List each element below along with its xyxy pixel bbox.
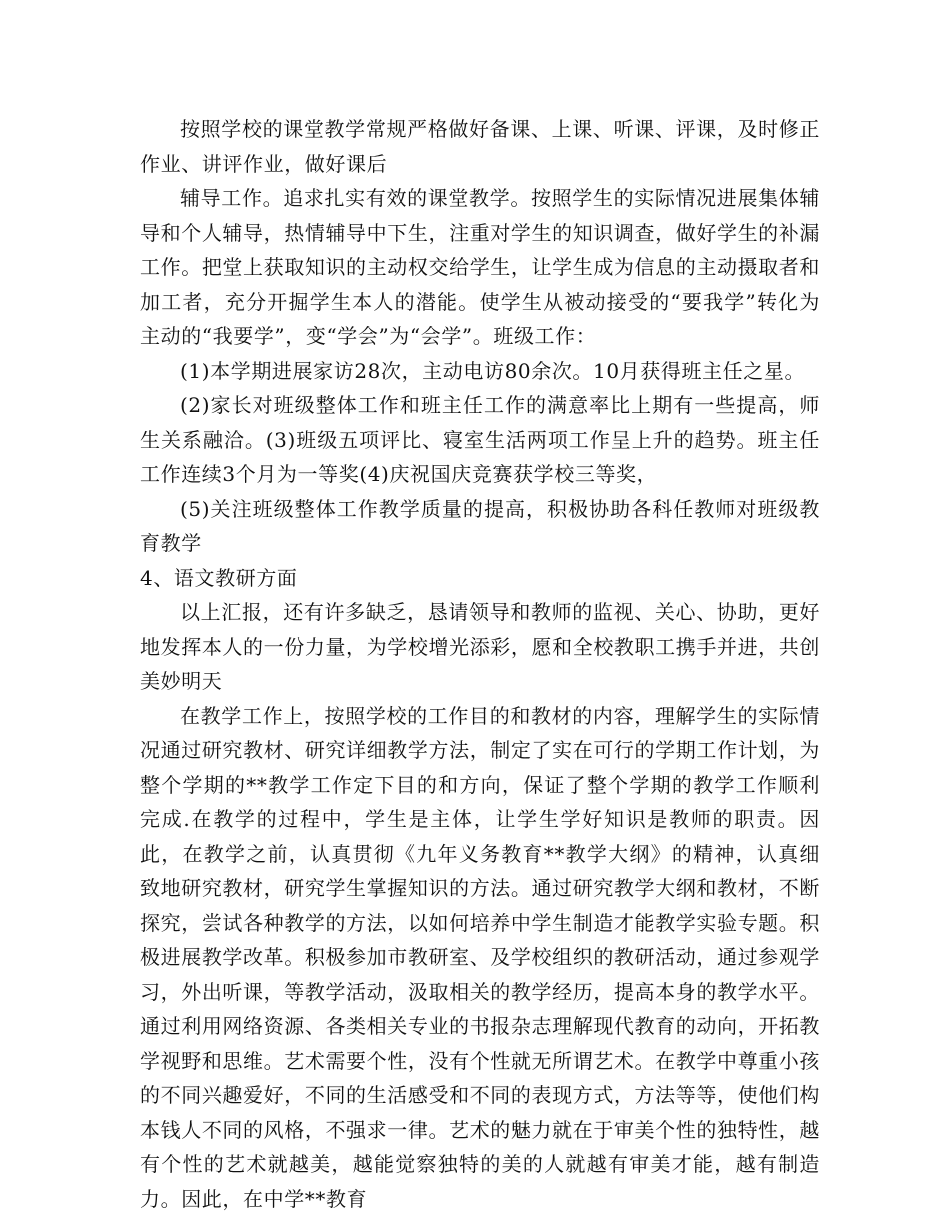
paragraph-8: 在教学工作上，按照学校的工作目的和教材的内容，理解学生的实际情况通过研究教材、研究详细教学方法，制定了实在可行的学期工作计划，为整个学期的**教学工作定下目的和方向，保证了整个学期的教学工作顺利完成.在教学的过程中，学生是主体，让学生学好知识是教师的职责。因此，在教学之前，认真贯彻《九年义务教育**教学大纲》的精神，认真细致地研究教材，研究学生掌握知识的方法。通过研究教学大纲和教材，不断探究，尝试各种教学的方法，以如何培养中学生制造才能教学实验专题。积极进展教学改革。积极参加市教研室、及学校组织的教研活动，通过参观学习，外出听课，等教学活动，汲取相关的教学经历，提高本身的教学水平。通过利用网络资源、各类相关专业的书报杂志理解现代教育的动向，开拓教学视野和思维。艺术需要个性，没有个性就无所谓艺术。在教学中尊重小孩的不同兴趣爱好，不同的生活感受和不同的表现方式，方法等等，使他们构本钱人不同的风格，不强求一律。艺术的魅力就在于审美个性的独特性，越有个性的艺术就越美，越能觉察独特的美的人就越有审美才能，越有制造力。因此，在中学**教育	[140, 703, 820, 1211]
document-body	[140, 112, 820, 1216]
paragraph-1: 按照学校的课堂教学常规严格做好备课、上课、听课、评课，及时修正作业、讲评作业，做好课后	[140, 117, 820, 176]
paragraph-2: 辅导工作。追求扎实有效的课堂教学。按照学生的实际情况进展集体辅导和个人辅导，热情辅导中下生，注重对学生的知识调查，做好学生的补漏工作。把堂上获取知识的主动权交给学生，让学生成为信息的主动摄取者和加工者，充分开掘学生本人的潜能。使学生从被动接受的“要我学”转化为主动的“我要学”，变“学会”为“会学”。班级工作：	[140, 186, 820, 348]
section-heading: 4、语文教研方面	[140, 565, 298, 590]
paragraph-3: (1)本学期进展家访28次，主动电访80余次。10月获得班主任之星。	[180, 358, 806, 383]
paragraph-7: 以上汇报，还有许多缺乏，恳请领导和教师的监视、关心、协助，更好地发挥本人的一份力量，为学校增光添彩，愿和全校教职工携手并进，共创美妙明天	[140, 600, 820, 693]
paragraph-5: (5)关注班级整体工作教学质量的提高，积极协助各科任教师对班级教育教学	[140, 496, 820, 555]
paragraph-4: (2)家长对班级整体工作和班主任工作的满意率比上期有一些提高，师生关系融洽。(3)班级五项评比、寝室生活两项工作呈上升的趋势。班主任工作连续3个月为一等奖(4)庆祝国庆竞赛获学校三等奖，	[140, 393, 820, 486]
